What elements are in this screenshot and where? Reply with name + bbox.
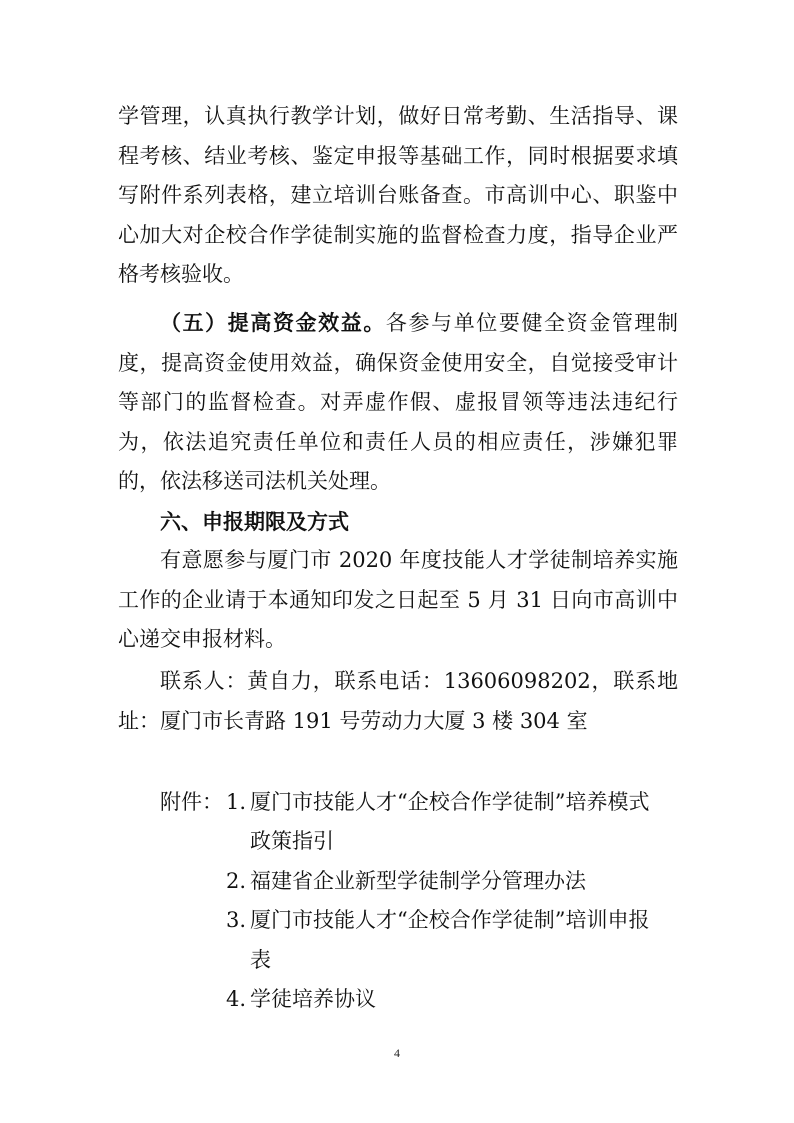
attachment-4-number: 4. [226,987,247,1011]
paragraph-training-management: 学管理，认真执行教学计划，做好日常考勤、生活指导、课程考核、结业考核、鉴定申报等基础工作，同时根据要求填写附件系列表格，建立培训台账备查。市高训中心、职鉴中心加大对企校合作学徒制实施的监督检查力度，指导企业严格考核验收。 [118,104,678,286]
attachment-3-title: 厦门市技能人才“企校合作学徒制”培训申报 [250,908,650,932]
attachment-3-number: 3. [226,908,247,932]
paragraph-fund-efficiency-body: 各参与单位要健全资金管理制度，提高资金使用效益，确保资金使用安全，自觉接受审计等部门的监督检查。对弄虚作假、虚报冒领等违法违纪行为，依法追究责任单位和责任人员的相应责任，涉嫌犯罪的，依法移送司法机关处理。 [118,311,679,493]
paragraph-application-deadline: 有意愿参与厦门市 2020 年度技能人才学徒制培养实施工作的企业请于本通知印发之日起至 5 月 31 日向市高训中心递交申报材料。 [118,548,678,651]
attachment-1-title: 厦门市技能人才“企校合作学徒制”培养模式 [250,790,650,814]
attachment-1-title-cont: 政策指引 [250,829,334,853]
attachment-3-title-cont: 表 [250,948,271,972]
section-heading-6: 六、申报期限及方式 [160,509,349,534]
subsection-heading-5: （五）提高资金效益。 [160,310,386,335]
page-number: 4 [394,1046,400,1060]
attachment-4-title: 学徒培养协议 [250,987,376,1011]
attachment-2-title: 福建省企业新型学徒制学分管理办法 [250,869,586,893]
paragraph-fund-efficiency [118,303,678,502]
attachments-label: 附件： [160,790,223,814]
paragraph-contact-info: 联系人：黄自力，联系电话：13606098202，联系地址：厦门市长青路 191 号劳动力大厦 3 楼 304 室 [118,669,678,733]
attachment-1-number: 1. [226,790,247,814]
attachment-2-number: 2. [226,869,247,893]
